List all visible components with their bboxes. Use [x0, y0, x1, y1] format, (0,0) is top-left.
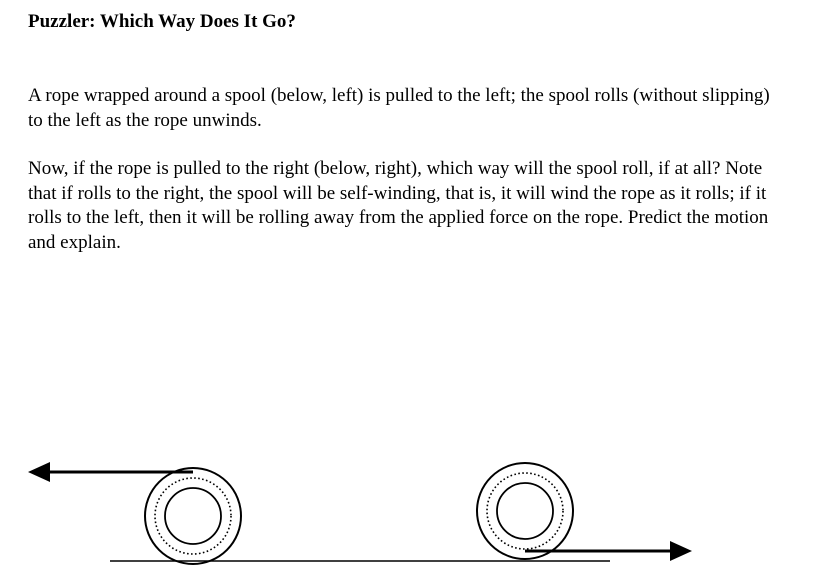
intro-paragraph: A rope wrapped around a spool (below, left) is pulled to the left; the spool rolls (without slipping) to the left as the rope unwinds. [28, 85, 770, 131]
right-arrowhead [670, 541, 692, 561]
left-spool-axle-outer [155, 478, 231, 554]
spool-diagram [0, 440, 816, 581]
question-paragraph: Now, if the rope is pulled to the right (below, right), which way will the spool roll, if at all? Note that if rolls to the right, the spool will be self-winding, that is, it will wind the rope as it rolls; if it rolls to the left, then it will be rolling away from the applied force on the rope. Predict the motion and explain. [28, 158, 769, 253]
left-arrowhead [28, 462, 50, 482]
left-spool [145, 468, 241, 564]
page-title: Puzzler: Which Way Does It Go? [28, 11, 296, 32]
left-spool-axle-inner [165, 488, 221, 544]
right-spool-axle-inner [497, 483, 553, 539]
right-spool [477, 463, 573, 559]
right-spool-outer-rim [477, 463, 573, 559]
left-pull-arrow [28, 462, 193, 482]
right-spool-axle-outer [487, 473, 563, 549]
right-pull-arrow [525, 541, 692, 561]
left-spool-outer-rim [145, 468, 241, 564]
